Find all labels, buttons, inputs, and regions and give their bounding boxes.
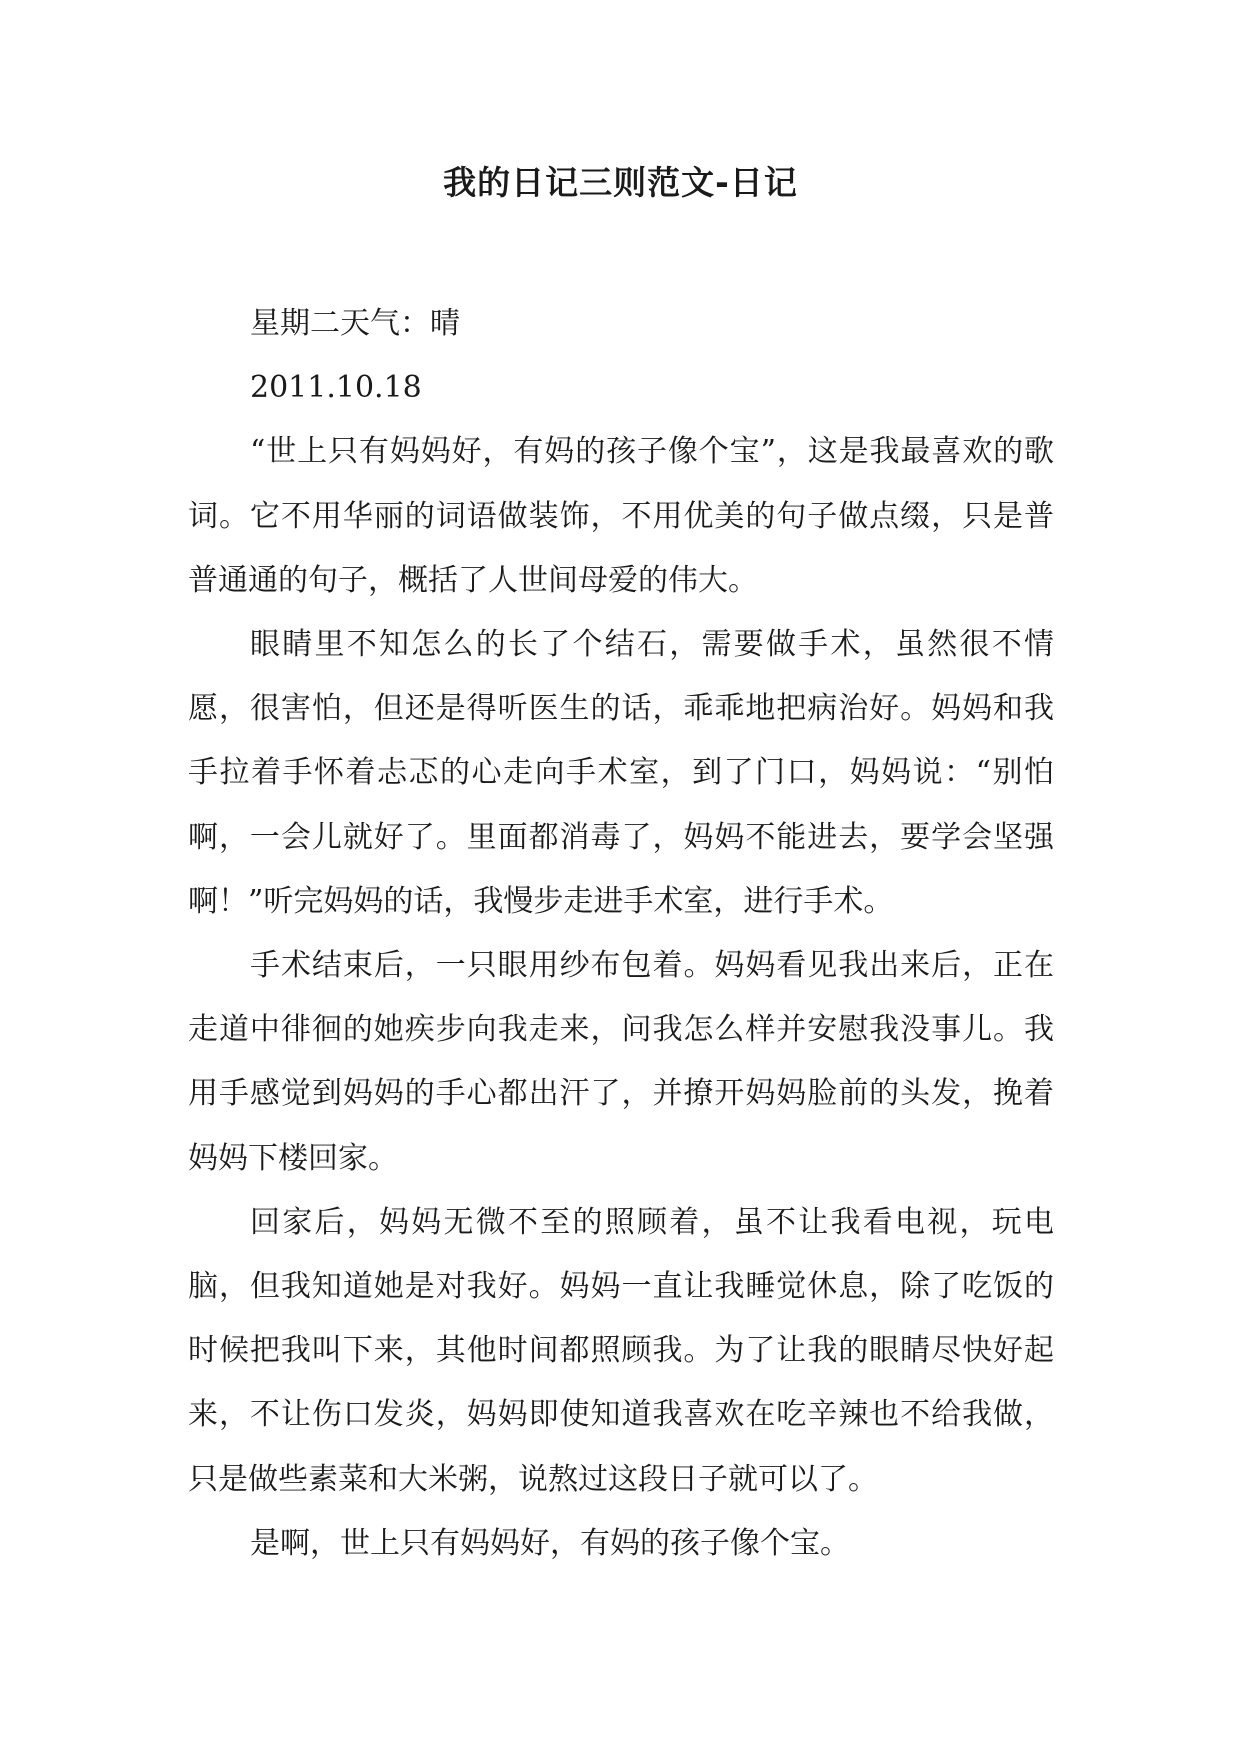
paragraph: “世上只有妈妈好，有妈的孩子像个宝”，这是我最喜欢的歌词。它不用华丽的词语做装饰，不用优美的句子做点缀，只是普普通通的句子，概括了人世间母爱的伟大。 xyxy=(188,434,1054,598)
paragraph: 是啊，世上只有妈妈好，有妈的孩子像个宝。 xyxy=(250,1525,850,1561)
paragraph: 手术结束后，一只眼用纱布包着。妈妈看见我出来后，正在走道中徘徊的她疾步向我走来，问我怎么样并安慰我没事儿。我用手感觉到妈妈的手心都出汗了，并撩开妈妈脸前的头发，挽着妈妈下楼回家。 xyxy=(188,948,1054,1176)
date-line: 2011.10.18 xyxy=(250,370,422,406)
document-body xyxy=(188,292,1054,1576)
document-title: 我的日记三则范文-日记 xyxy=(443,163,798,202)
paragraph: 回家后，妈妈无微不至的照顾着，虽不让我看电视，玩电脑，但我知道她是对我好。妈妈一直让我睡觉休息，除了吃饭的时候把我叫下来，其他时间都照顾我。为了让我的眼睛尽快好起来，不让伤口发炎，妈妈即使知道我喜欢在吃辛辣也不给我做，只是做些素菜和大米粥，说熬过这段日子就可以了。 xyxy=(188,1204,1054,1497)
paragraph: 眼睛里不知怎么的长了个结石，需要做手术，虽然很不情愿，很害怕，但还是得听医生的话，乖乖地把病治好。妈妈和我手拉着手怀着忐忑的心走向手术室，到了门口，妈妈说：“别怕啊，一会儿就好了。里面都消毒了，妈妈不能进去，要学会坚强啊！”听完妈妈的话，我慢步走进手术室，进行手术。 xyxy=(188,627,1054,919)
weather-line: 星期二天气：晴 xyxy=(250,306,460,341)
